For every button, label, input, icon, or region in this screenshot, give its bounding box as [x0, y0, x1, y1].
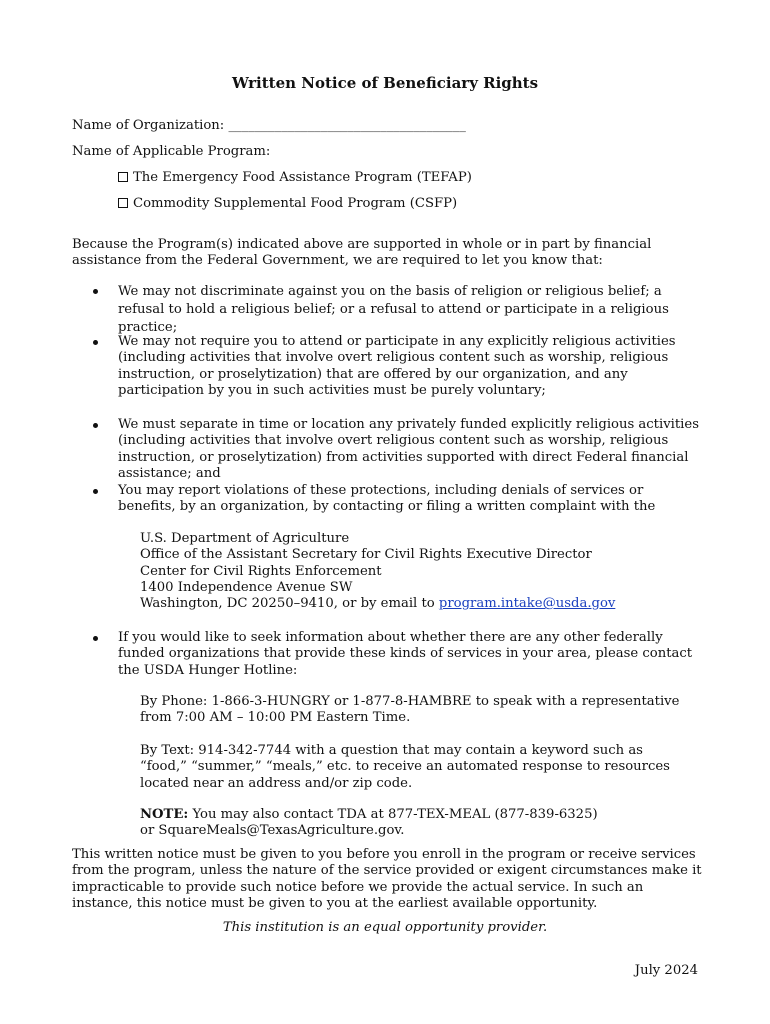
option-csfp[interactable] [118, 196, 457, 212]
bullet-text: If you would like to seek information about whether there are any other federally funded organizations that provide these kinds of services in your area, please contact the USDA Hunger Hotline: [118, 630, 693, 678]
bullet-text: You may report violations of these protections, including denials of services or benefits, by an organization, by contacting or filing a written complaint with the [118, 483, 656, 515]
bullet-icon [92, 423, 100, 431]
closing-paragraph: This written notice must be given to you before you enroll in the program or receive services from the program, unless the nature of the service provided or exigent circumstances make it impracticable to provide such notice before we provide the actual service. In such an instance, this notice must be given to you at the earliest available opportunity. [72, 847, 702, 911]
tda-note [140, 807, 610, 840]
hotline-text: By Text: 914-342-7744 with a question that may contain a keyword such as “food,” “summer,” “meals,” etc. to receive an automated response to resources located near an address and/or zip code. [140, 743, 670, 791]
bullet-text: We may not discriminate against you on the basis of religion or religious belief; a refusal to hold a religious belief; or a refusal to attend or participate in a religious practice; [118, 284, 669, 335]
page-title: Written Notice of Beneficiary Rights [231, 74, 539, 92]
equal-opportunity-statement: This institution is an equal opportunity provider. [222, 920, 548, 935]
organization-name-field: Name of Organization: ____________________________________ [72, 118, 466, 133]
option-label: Commodity Supplemental Food Program (CSFP) [133, 196, 458, 211]
intro-paragraph: Because the Program(s) indicated above are supported in whole or in part by financial assistance from the Federal Government, we are required to let you know that: [72, 237, 652, 269]
checkbox-icon[interactable] [118, 198, 128, 208]
address-line: U.S. Department of Agriculture [140, 531, 350, 546]
document-date: July 2024 [634, 963, 698, 978]
email-link[interactable]: program.intake@usda.gov [438, 596, 616, 612]
address-block [140, 531, 720, 612]
address-line: Office of the Assistant Secretary for Civil Rights Executive Director [140, 547, 592, 563]
option-label: The Emergency Food Assistance Program (TEFAP) [133, 170, 472, 185]
bullet-icon [92, 289, 100, 297]
note-label: NOTE: [140, 807, 189, 822]
bullet-icon [92, 489, 100, 497]
address-line: Washington, DC 20250–9410, or by email to program.intake@usda.gov [140, 596, 616, 612]
checkbox-icon[interactable] [118, 172, 128, 182]
bullet-text: We may not require you to attend or participate in any explicitly religious activities (including activities that involve overt religious content such as worship, religious instruction, or proselytization) that are offered by our organization, and any participation by you in such activities must be purely voluntary; [118, 334, 676, 398]
bullet-text: We must separate in time or location any privately funded explicitly religious activities (including activities that involve overt religious content such as worship, religious instruction, or proselytization) from activities supported with direct Federal financial assistance; and [118, 417, 699, 481]
address-line: Center for Civil Rights Enforcement [140, 563, 382, 579]
option-tefap[interactable] [118, 170, 472, 186]
bullet-icon [92, 340, 100, 348]
hotline-phone: By Phone: 1-866-3-HUNGRY or 1-877-8-HAMBRE to speak with a representative from 7:00 AM – 10:00 PM Eastern Time. [140, 694, 680, 726]
address-line: 1400 Independence Avenue SW [140, 579, 353, 595]
bullet-icon [92, 636, 100, 644]
note-text: You may also contact TDA at 877-TEX-MEAL (877-839-6325) or SquareMeals@TexasAgriculture.gov. [140, 807, 598, 839]
program-label: Name of Applicable Program: [72, 144, 271, 159]
